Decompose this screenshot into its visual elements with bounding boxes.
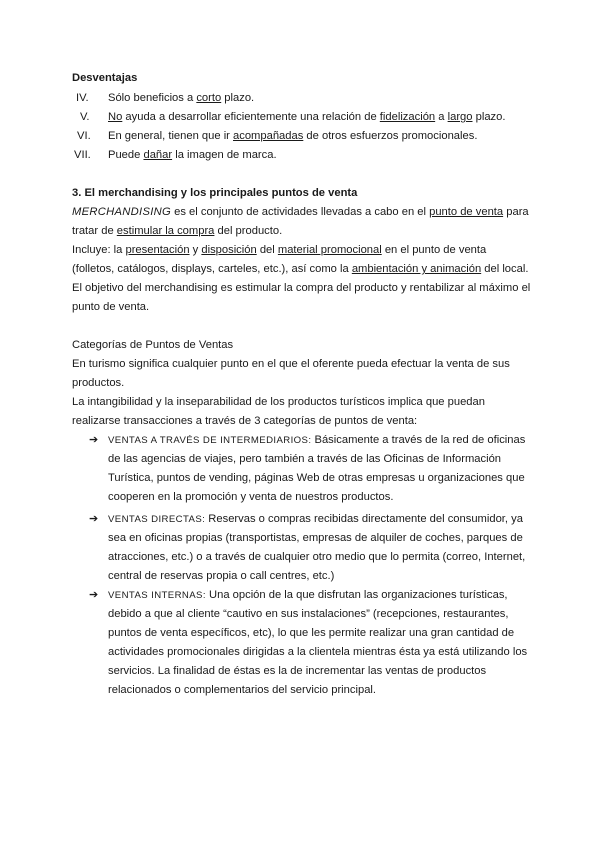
paragraph-line: MERCHANDISING es el conjunto de actividades llevadas a cabo en el punto de venta para [72, 206, 529, 218]
bullet-line: Turística, puntos de vending, páginas Web de otras empresas u organizaciones que [108, 472, 525, 484]
disadvantage-item: En general, tienen que ir acompañadas de otros esfuerzos promocionales. [108, 130, 478, 142]
bullet-line: VENTAS DIRECTAS: Reservas o compras recibidas directamente del consumidor, ya [108, 513, 523, 525]
paragraph-line: productos. [72, 377, 125, 389]
bullet-line: debido a que al cliente “cautivo en sus instalaciones” (recepciones, restaurantes, [108, 608, 509, 620]
bullet-line: atracciones, etc.) o a través de cualquier otro medio que lo permita (correo, Internet, [108, 551, 526, 563]
section-heading: 3. El merchandising y los principales puntos de venta [72, 187, 358, 199]
paragraph-line: En turismo significa cualquier punto en el que el oferente pueda efectuar la venta de sus [72, 358, 510, 370]
roman-numeral: V. [80, 111, 90, 123]
bullet-line: cooperen en la promoción y venta de nuestros productos. [108, 491, 394, 503]
disadvantage-item: No ayuda a desarrollar eficientemente una relación de fidelización a largo plazo. [108, 111, 506, 123]
bullet-line: de las agencias de viajes, pero también a través de las Oficinas de Información [108, 453, 502, 465]
bullet-line: sea en oficinas propias (transportistas, empresas de alquiler de coches, parques de [108, 532, 523, 544]
bullet-line: VENTAS INTERNAS: Una opción de la que disfrutan las organizaciones turísticas, [108, 589, 508, 601]
arrow-bullet-icon: ➔ [89, 434, 99, 446]
bullet-line: relacionados o complementarios del servicio principal. [108, 684, 377, 696]
disadvantages-heading: Desventajas [72, 72, 138, 84]
paragraph-line: Incluye: la presentación y disposición del material promocional en el punto de venta [72, 244, 487, 256]
bullet-line: VENTAS A TRAVÉS DE INTERMEDIARIOS: Básicamente a través de la red de oficinas [108, 434, 526, 446]
paragraph-line: realizarse transacciones a través de 3 categorías de puntos de venta: [72, 415, 418, 427]
disadvantage-item: Puede dañar la imagen de marca. [108, 149, 277, 161]
paragraph-line: La intangibilidad y la inseparabilidad de los productos turísticos implica que puedan [72, 396, 485, 408]
subsection-heading: Categorías de Puntos de Ventas [72, 339, 234, 351]
arrow-bullet-icon: ➔ [89, 589, 99, 601]
paragraph-line: El objetivo del merchandising es estimular la compra del producto y rentabilizar al máximo el [72, 282, 531, 294]
paragraph-line: punto de venta. [72, 301, 150, 313]
paragraph-line: (folletos, catálogos, displays, carteles, etc.), así como la ambientación y animación del local. [72, 263, 529, 275]
disadvantage-item: Sólo beneficios a corto plazo. [108, 92, 255, 104]
roman-numeral: IV. [76, 92, 89, 104]
roman-numeral: VII. [74, 149, 91, 161]
bullet-line: actividades promocionales dirigidas a la clientela mientras ésta ya está utilizando los [108, 646, 528, 658]
bullet-line: central de reservas propia o call centres, etc.) [108, 570, 335, 582]
bullet-line: servicios. La finalidad de éstas es la de incrementar las ventas de productos [108, 665, 487, 677]
paragraph-line: tratar de estimular la compra del producto. [72, 225, 283, 237]
arrow-bullet-icon: ➔ [89, 513, 99, 525]
roman-numeral: VI. [77, 130, 91, 142]
bullet-line: puntos de venta específicos, etc), lo que les permite realizar una gran cantidad de [108, 627, 515, 639]
